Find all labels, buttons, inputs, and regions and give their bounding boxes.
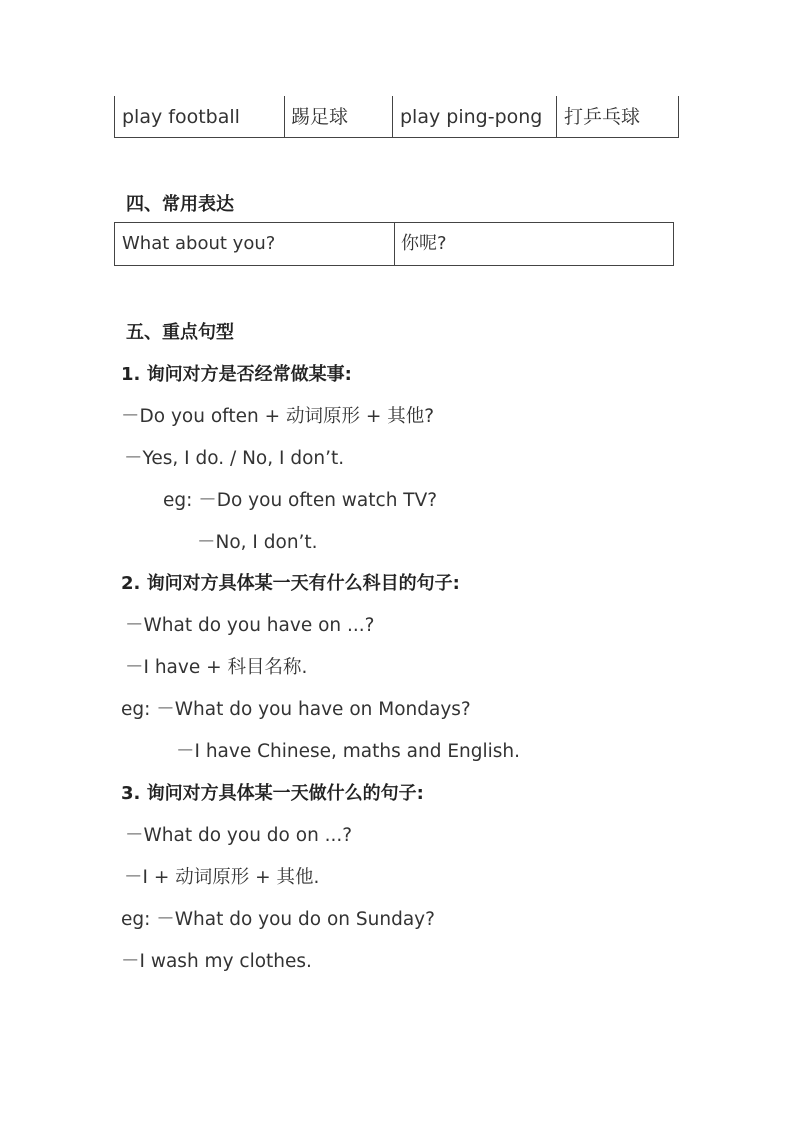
table-divider bbox=[394, 223, 395, 265]
example-answer: －I have Chinese, maths and English. bbox=[176, 741, 521, 762]
pattern-question: －What do you do on ...? bbox=[125, 825, 353, 846]
vocab-cell: play ping-pong bbox=[400, 106, 543, 128]
pattern-answer: －Yes, I do. / No, I don’t. bbox=[124, 448, 345, 469]
pattern-title: 3. 询问对方具体某一天做什么的句子: bbox=[121, 783, 424, 804]
section-heading: 五、重点句型 bbox=[126, 322, 234, 343]
expression-table bbox=[114, 222, 674, 266]
example-answer: －No, I don’t. bbox=[197, 532, 318, 553]
example-question: eg: －What do you do on Sunday? bbox=[121, 909, 435, 930]
vocab-cell: 踢足球 bbox=[291, 106, 349, 128]
pattern-answer: －I have + 科目名称. bbox=[125, 657, 308, 678]
pattern-question: －What do you have on ...? bbox=[125, 615, 375, 636]
example-question: eg: －Do you often watch TV? bbox=[163, 490, 438, 511]
pattern-question: －Do you often + 动词原形 + 其他? bbox=[121, 406, 435, 427]
vocab-cell: 打乒乓球 bbox=[564, 106, 641, 128]
vocab-table bbox=[114, 96, 679, 138]
expression-cell: What about you? bbox=[122, 233, 276, 254]
table-border bbox=[678, 96, 679, 138]
example-question: eg: －What do you have on Mondays? bbox=[121, 699, 471, 720]
expression-cell: 你呢? bbox=[401, 233, 447, 254]
pattern-title: 2. 询问对方具体某一天有什么科目的句子: bbox=[121, 573, 460, 594]
example-answer: －I wash my clothes. bbox=[121, 951, 312, 972]
pattern-answer: －I + 动词原形 + 其他. bbox=[124, 867, 320, 888]
section-heading: 四、常用表达 bbox=[126, 194, 234, 215]
vocab-cell: play football bbox=[122, 106, 240, 128]
table-divider bbox=[284, 96, 285, 138]
table-border bbox=[114, 96, 115, 138]
pattern-title: 1. 询问对方是否经常做某事: bbox=[121, 364, 352, 385]
table-divider bbox=[556, 96, 557, 138]
table-divider bbox=[392, 96, 393, 138]
